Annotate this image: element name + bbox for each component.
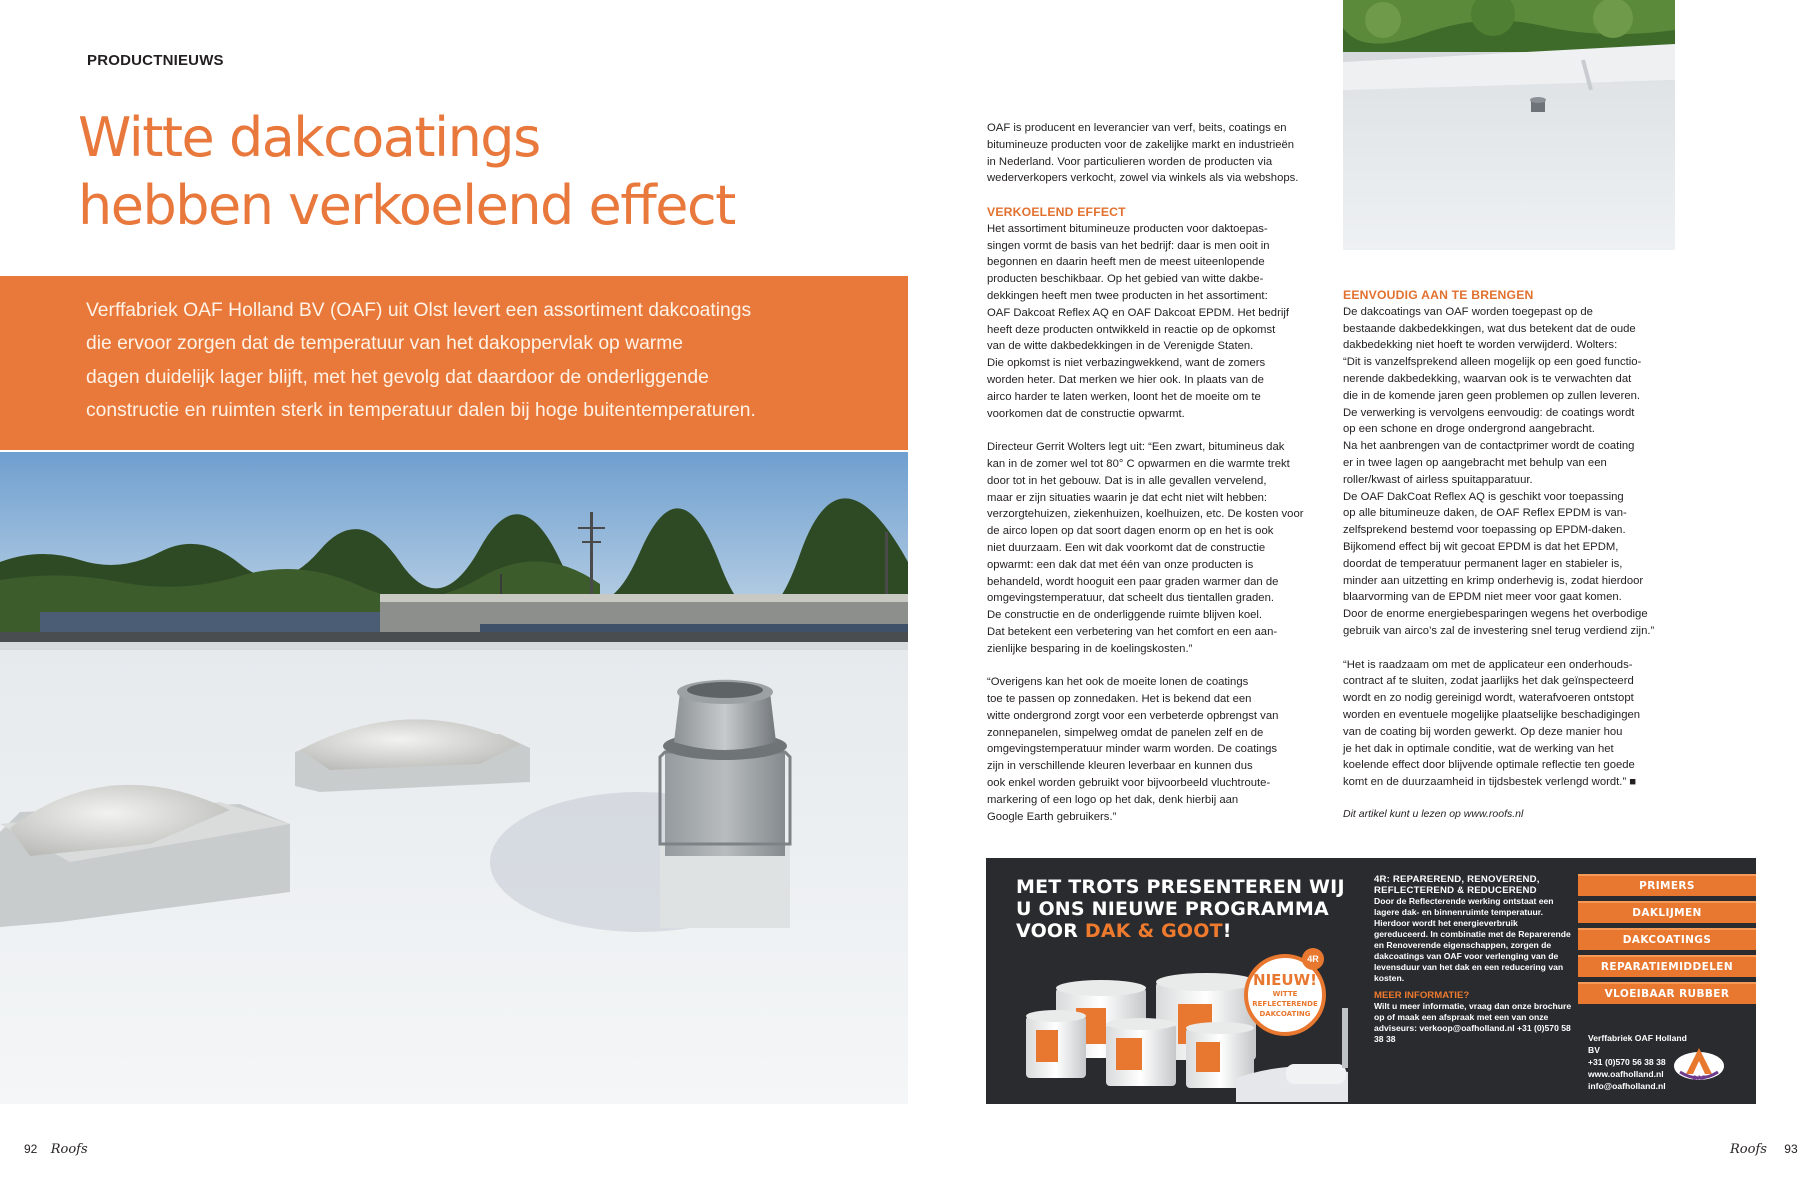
ad-menu-vloeibaar-rubber: VLOEIBAAR RUBBER	[1578, 982, 1756, 1004]
text-line: de airco lopen op dat soort dagen enorm op en het is ook	[987, 525, 1274, 538]
ad-product-menu	[1578, 874, 1756, 1009]
text-line: van de coating bij worden gewerkt. Op deze manier hou	[1343, 725, 1623, 738]
ad-headline-line-3	[1016, 920, 1376, 942]
text-line: singen vormt de basis van het bedrijf: daar is men ooit in	[987, 239, 1270, 252]
text-line: producten beschikbaar. Op het gebied van witte dakbe-	[987, 273, 1264, 286]
ad-menu-dakcoatings: DAKCOATINGS	[1578, 928, 1756, 950]
text-line: er in twee lagen op aangebracht met behulp van een	[1343, 456, 1607, 469]
text-line: bitumineuze producten voor de zakelijke markt en industrieën	[987, 138, 1295, 151]
text-line: niet duurzaam. Een wit dak voorkomt dat de constructie	[987, 541, 1266, 554]
text-line: contract af te sluiten, zodat jaarlijks het dak geïnspecteerd	[1343, 675, 1634, 688]
ad-company-email: info@oafholland.nl	[1588, 1081, 1666, 1091]
text-line: komt en de duurzaamheid in tijdsbestek verlengd wordt.” ■	[1343, 776, 1637, 789]
text-line: minder aan uitzetting en krimp onderhevig is, zodat hierdoor	[1343, 574, 1644, 587]
text-line: door tot in het gebouw. Dat is in alle gevallen vervelend,	[987, 474, 1267, 487]
paragraph-assortiment	[987, 221, 1319, 423]
text-line: zelfsprekend bestemd voor toepassing op EPDM-daken.	[1343, 524, 1626, 537]
oaf-logo-text: OAF	[1692, 1075, 1706, 1082]
text-line: begonnen en daarin heeft men de meest uiteenlopende	[987, 256, 1265, 269]
ad-company-name: Verffabriek OAF Holland BV	[1588, 1033, 1687, 1055]
ad-info-block	[1374, 874, 1574, 1045]
text-line: op alle bitumineuze daken, de OAF Reflex EPDM is van-	[1343, 507, 1627, 520]
intro-text	[86, 294, 886, 428]
text-line: zijn in verschillende kleuren leverbaar en kunnen dus	[987, 760, 1253, 773]
oaf-advertisement	[986, 858, 1756, 1104]
page-number-right: 93	[1784, 1142, 1798, 1156]
text-line: worden heter. Dat merken we hier ook. In plaats van de	[987, 373, 1264, 386]
text-line: zonnepanelen, simpelweg omdat de panelen zelf en de	[987, 726, 1264, 739]
text-line: omgevingstemperatuur, dat scheelt dus tientallen graden.	[987, 592, 1274, 605]
text-line: De dakcoatings van OAF worden toegepast op de	[1343, 305, 1593, 318]
text-line: ook enkel worden gebruikt voor bijvoorbeeld vluchtroute-	[987, 777, 1271, 790]
subhead-verkoelend-effect: VERKOELEND EFFECT	[987, 204, 1126, 219]
text-line: roller/kwast of airless spuitapparatuur.	[1343, 473, 1533, 486]
text-line: airco harder te laten werken, loont het de moeite om te	[987, 390, 1261, 403]
ad-headline-line-2: U ONS NIEUWE PROGRAMMA	[1016, 898, 1329, 920]
ad-headline-suffix: !	[1222, 920, 1232, 942]
badge-sub-label-1: WITTE	[1272, 990, 1298, 998]
text-line: wederverkopers verkocht, zowel via winkels als via webshops.	[987, 172, 1299, 185]
ad-company-web: www.oafholland.nl	[1588, 1069, 1664, 1079]
ad-more-info-body: Wilt u meer informatie, vraag dan onze brochure op of maak een afspraak met een van onze adviseurs: verkoop@oafholland.nl +31 (0)570 58 38 38	[1374, 1001, 1572, 1044]
text-line: Directeur Gerrit Wolters legt uit: “Een zwart, bitumineus dak	[987, 441, 1285, 454]
text-line: die in de komende jaren geen problemen op zullen leveren.	[1343, 389, 1641, 402]
ad-menu-daklijmen: DAKLIJMEN	[1578, 901, 1756, 923]
ad-info-title-1: 4R: REPAREREND, RENOVEREND,	[1374, 874, 1540, 885]
badge-sub-label-2: REFLECTERENDE	[1252, 1000, 1318, 1008]
text-line: De OAF DakCoat Reflex AQ is geschikt voor toepassing	[1343, 490, 1624, 503]
magazine-brand-left: Roofs	[50, 1142, 88, 1157]
text-line: “Dit is vanzelfsprekend alleen mogelijk op een goed functio-	[1343, 356, 1642, 369]
text-line: Het assortiment bitumineuze producten voor daktoepas-	[987, 222, 1268, 235]
paragraph-toepassing	[1343, 304, 1675, 640]
text-line: “Het is raadzaam om met de applicateur een onderhouds-	[1343, 658, 1633, 671]
text-line: doordat de temperatuur permanent lager en stabieler is,	[1343, 557, 1623, 570]
article-column-2	[1343, 287, 1675, 791]
text-line: Bijkomend effect bij wit gecoat EPDM is dat het EPDM,	[1343, 540, 1619, 553]
article-column-1	[987, 120, 1319, 825]
text-line: van de witte dakbedekkingen in de Verenigde Staten.	[987, 340, 1254, 353]
ad-more-info-title: MEER INFORMATIE?	[1374, 990, 1470, 1001]
intro-line: Verffabriek OAF Holland BV (OAF) uit Olst levert een assortiment dakcoatings	[86, 300, 752, 321]
text-line: Dat betekent een verbetering van het comfort en een aan-	[987, 625, 1278, 638]
magazine-brand-right: Roofs	[1730, 1142, 1767, 1157]
badge-4r: 4R	[1302, 948, 1324, 970]
text-line: witte ondergrond zorgt voor een verbeterde opbrengst van	[987, 709, 1279, 722]
paragraph-onderhoud	[1343, 657, 1675, 791]
text-line: dekkingen heeft men twee producten in het assortiment:	[987, 289, 1268, 302]
text-line: bestaande dakbedekkingen, wat dus betekent dat de oude	[1343, 322, 1636, 335]
intro-line: die ervoor zorgen dat de temperatuur van het dakoppervlak op warme	[86, 333, 683, 355]
text-line: koelende effect door blijvende optimale reflectie ten goede	[1343, 759, 1635, 772]
text-line: in Nederland. Voor particulieren worden de producten via	[987, 155, 1273, 168]
ad-info-body: Door de Reflecterende werking ontstaat een lagere dak- en binnenruimte temperatuur. Hierdoor wordt het energieverbruik gereduceerd. In combinatie met de Reparerende en Renoverende eigenschappen, zorgen de dakcoatings van OAF voor verlenging van de levensduur van het dak en een reducering van kosten.	[1374, 896, 1571, 983]
text-line: Google Earth gebruikers.”	[987, 810, 1117, 823]
text-line: op een schone en droge ondergrond aangebracht.	[1343, 423, 1595, 436]
text-line: heeft deze producten ontwikkeld in reactie op de opkomst	[987, 323, 1276, 336]
text-line: nerende dakbedekking, waarvan ook is te verwachten dat	[1343, 372, 1632, 385]
text-line: kan in de zomer wel tot 80° C opwarmen en die warmte trekt	[987, 457, 1290, 470]
text-line: opwarmt: een dak dat met één van onze producten is	[987, 558, 1254, 571]
text-line: Die opkomst is niet verbazingwekkend, want de zomers	[987, 357, 1266, 370]
paragraph-directeur	[987, 439, 1319, 657]
text-line: De constructie en de onderliggende ruimte blijven koel.	[987, 609, 1263, 622]
text-line: dakbedekking niet hoeft te worden verwijderd. Wolters:	[1343, 339, 1618, 352]
oaf-logo	[1672, 1044, 1726, 1084]
text-line: OAF is producent en leverancier van verf, beits, coatings en	[987, 122, 1287, 134]
text-line: wordt en zo nodig gereinigd wordt, waterafvoeren ontstopt	[1343, 692, 1634, 705]
ad-company-phone: +31 (0)570 56 38 38	[1588, 1057, 1666, 1067]
ad-menu-primers: PRIMERS	[1578, 874, 1756, 896]
ad-headline	[1016, 876, 1376, 942]
main-roof-photo	[0, 452, 908, 1104]
headline-line-1: Witte dakcoatings	[78, 106, 540, 169]
roof-edge-photo	[1343, 0, 1675, 250]
paragraph-zonnedaken	[987, 674, 1319, 825]
text-line: Na het aanbrengen van de contactprimer wordt de coating	[1343, 440, 1635, 453]
subhead-eenvoudig: EENVOUDIG AAN TE BRENGEN	[1343, 288, 1534, 302]
text-line: toe te passen op zonnedaken. Het is bekend dat een	[987, 693, 1252, 706]
footer-left	[24, 1142, 88, 1157]
text-line: gebruik van airco’s zal de investering snel terug verdiend zijn.”	[1343, 624, 1655, 637]
headline-line-2: hebben verkoelend effect	[78, 174, 735, 237]
badge-new-label: NIEUW!	[1253, 971, 1317, 989]
text-line: Door de enorme energiebesparingen wegens het overbodige	[1343, 608, 1648, 621]
page-number-left: 92	[24, 1142, 38, 1156]
text-line: zienlijke besparing in de koelingskosten.”	[987, 642, 1193, 655]
section-label: PRODUCTNIEUWS	[87, 52, 224, 69]
text-line: blaarvorming van de EPDM niet meer voor gaat komen.	[1343, 591, 1622, 604]
text-line: maar er zijn situaties waarin je dat echt niet wilt hebben:	[987, 491, 1268, 504]
intro-line: dagen duidelijk lager blijft, met het gevolg dat daardoor de onderliggende	[86, 366, 709, 388]
ad-headline-prefix: VOOR	[1016, 920, 1085, 942]
text-line: je het dak in optimale conditie, wat de werking van het	[1343, 742, 1614, 755]
text-line: verzorgtehuizen, ziekenhuizen, koelhuizen, etc. De kosten voor	[987, 508, 1304, 521]
badge-sub-label-3: DAKCOATING	[1259, 1010, 1311, 1018]
ad-headline-highlight: DAK & GOOT	[1084, 920, 1223, 942]
text-line: markering of een logo op het dak, denk hierbij aan	[987, 793, 1239, 806]
text-line: worden en eventuele mogelijke plaatselijke beschadigingen	[1343, 708, 1641, 721]
text-line: OAF Dakcoat Reflex AQ en OAF Dakcoat EPDM. Het bedrijf	[987, 306, 1289, 319]
paragraph-intro	[987, 120, 1319, 187]
text-line: omgevingstemperatuur minder warm worden. De coatings	[987, 743, 1278, 756]
article-headline	[78, 104, 898, 240]
ad-headline-line-1: MET TROTS PRESENTEREN WIJ	[1016, 876, 1345, 898]
text-line: De verwerking is vervolgens eenvoudig: de coatings wordt	[1343, 406, 1635, 419]
text-line: voorkomen dat de constructie opwarmt.	[987, 407, 1185, 420]
intro-line: constructie en ruimten sterk in temperatuur dalen bij hoge buitentemperaturen.	[86, 400, 756, 422]
ad-menu-reparatiemiddelen: REPARATIEMIDDELEN	[1578, 955, 1756, 977]
ad-info-title-2: REFLECTEREND & REDUCEREND	[1374, 885, 1537, 896]
footer-right	[1730, 1142, 1798, 1157]
text-line: behandeld, wordt hooguit een paar graden warmer dan de	[987, 575, 1279, 588]
source-note: Dit artikel kunt u lezen op www.roofs.nl	[1343, 808, 1524, 820]
text-line: “Overigens kan het ook de moeite lonen de coatings	[987, 676, 1249, 689]
